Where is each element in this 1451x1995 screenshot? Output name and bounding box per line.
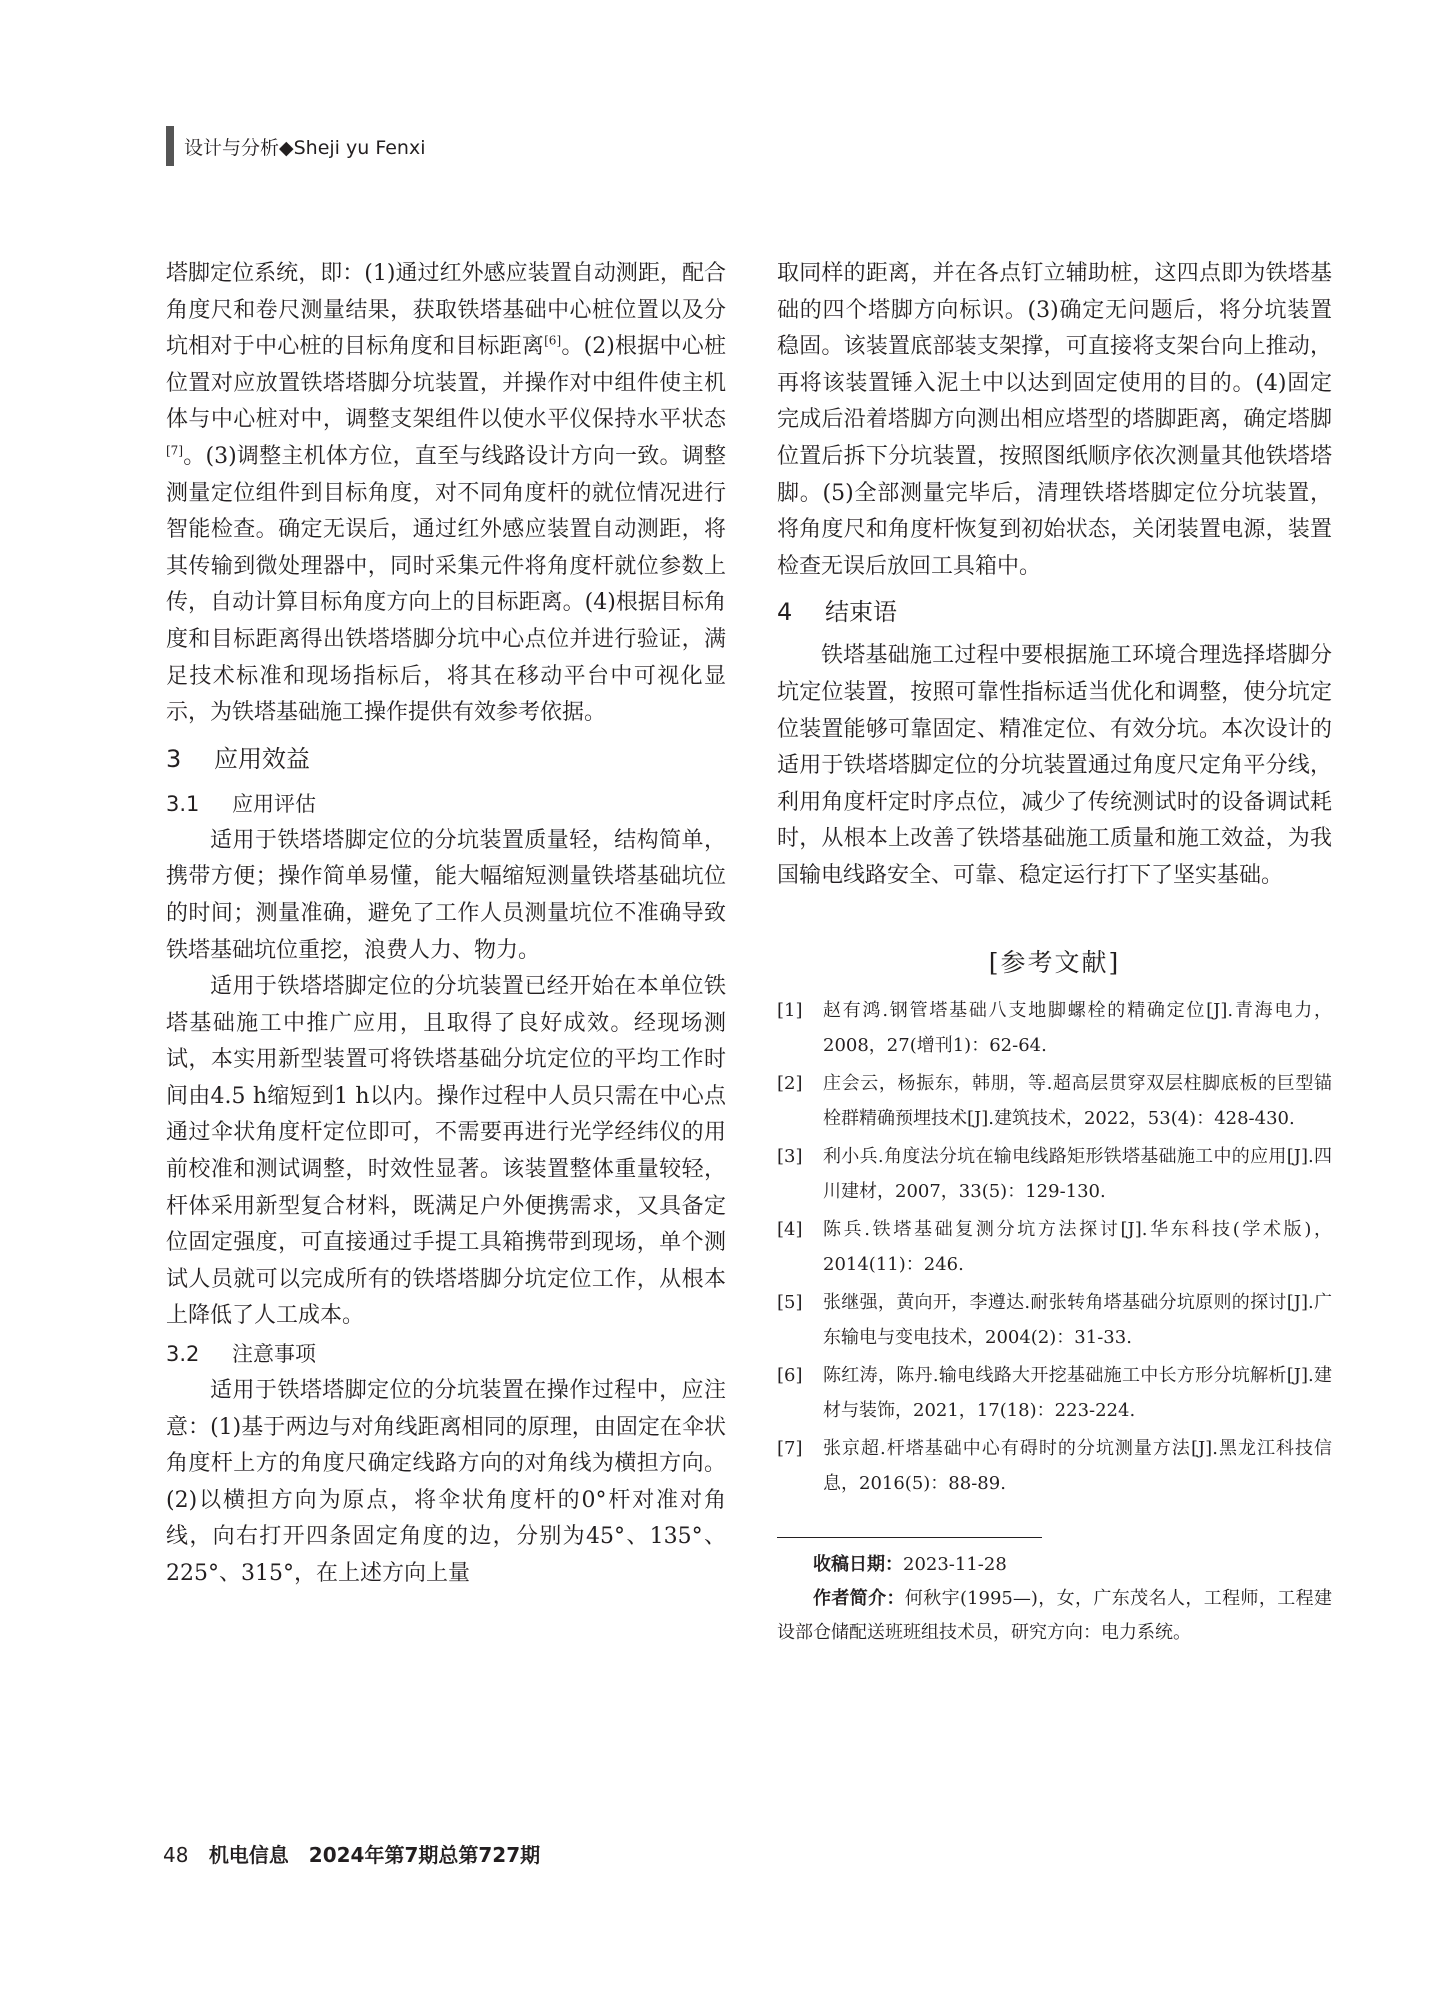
- header-bar: [166, 126, 174, 166]
- author-label: 作者简介：: [813, 1588, 905, 1610]
- section-number: 4: [777, 598, 793, 627]
- subsection-heading-3-1: [166, 785, 726, 823]
- reference-item: [777, 1066, 1332, 1136]
- paragraph: 取同样的距离，并在各点钉立辅助桩，这四点即为铁塔基础的四个塔脚方向标识。(3)确定无问题后，将分坑装置稳固。该装置底部装支架撑，可直接将支架台向上推动，再将该装置锤入泥土中以达到固定使用的目的。(4)固定完成后沿着塔脚方向测出相应塔型的塔脚距离，确定塔脚位置后拆下分坑装置，按照图纸顺序依次测量其他铁塔塔脚。(5)全部测量完毕后，清理铁塔塔脚定位分坑装置，将角度尺和角度杆恢复到初始状态，关闭装置电源，装置检查无误后放回工具箱中。: [777, 261, 1332, 579]
- reference-text: 张京超.杆塔基础中心有碍时的分坑测量方法[J].黑龙江科技信息，2016(5)：88-89.: [823, 1438, 1332, 1495]
- footnote-divider: [777, 1537, 1042, 1538]
- section-title: 应用效益: [214, 744, 310, 773]
- section-heading-4: [777, 588, 1332, 636]
- reference-text: 赵有鸿.钢管塔基础八支地脚螺栓的精确定位[J].青海电力，2008，27(增刊1)：62-64.: [823, 1000, 1332, 1057]
- section-number: 3: [166, 744, 182, 773]
- page-number: 48: [163, 1843, 189, 1867]
- journal-issue: 机电信息 2024年第7期总第727期: [208, 1843, 541, 1867]
- reference-text: 利小兵.角度法分坑在输电线路矩形铁塔基础施工中的应用[J].四川建材，2007，33(5)：129-130.: [823, 1146, 1332, 1203]
- paragraph: [166, 256, 726, 732]
- reference-item: [777, 993, 1332, 1063]
- running-header: [166, 126, 425, 166]
- reference-number: [3]: [777, 1146, 803, 1168]
- paragraph-text: 塔脚定位系统，即：(1)通过红外感应装置自动测距，配合角度尺和卷尺测量结果，获取铁塔基础中心桩位置以及分坑相对于中心桩的目标角度和目标距离: [166, 261, 726, 360]
- page-footer: [163, 1839, 540, 1868]
- received-value: 2023-11-28: [903, 1554, 1007, 1576]
- subsection-number: 3.1: [166, 791, 200, 816]
- received-label: 收稿日期：: [813, 1554, 903, 1576]
- subsection-title: 注意事项: [232, 1342, 316, 1367]
- reference-text: 陈红涛，陈丹.输电线路大开挖基础施工中长方形分坑解析[J].建材与装饰，2021，17(18)：223-224.: [823, 1365, 1332, 1422]
- received-date: [777, 1548, 1332, 1582]
- subsection-number: 3.2: [166, 1342, 200, 1367]
- reference-number: [7]: [777, 1438, 803, 1460]
- section-title: 结束语: [825, 598, 897, 627]
- reference-number: [4]: [777, 1219, 803, 1241]
- section-heading-3: [166, 735, 726, 783]
- paragraph: 适用于铁塔塔脚定位的分坑装置在操作过程中，应注意：(1)基于两边与对角线距离相同的原理，由固定在伞状角度杆上方的角度尺确定线路方向的对角线为横担方向。(2)以横担方向为原点，将伞状角度杆的0°杆对准对角线，向右打开四条固定角度的边，分别为45°、135°、225°、315°，在上述方向上量: [166, 1378, 726, 1586]
- references-title: [参考文献]: [988, 947, 1121, 977]
- subsection-heading-3-2: [166, 1335, 726, 1373]
- author-value: 何秋宇(1995—)，女，广东茂名人，工程师，工程建设部仓储配送班班组技术员，研究方向：电力系统。: [777, 1588, 1332, 1644]
- paragraph: 适用于铁塔塔脚定位的分坑装置已经开始在本单位铁塔基础施工中推广应用，且取得了良好成效。经现场测试，本实用新型装置可将铁塔基础分坑定位的平均工作时间由4.5 h缩短到1 h以内。操作过程中人员只需在中心点通过伞状角度杆定位即可，不需要再进行光学经纬仪的用前校准和测试调整，时效性显著。该装置整体重量较轻，杆体采用新型复合材料，既满足户外便携需求，又具备定位固定强度，可直接通过手提工具箱携带到现场，单个测试人员就可以完成所有的铁塔塔脚分坑定位工作，从根本上降低了人工成本。: [166, 974, 726, 1329]
- reference-item: [777, 1358, 1332, 1428]
- reference-number: [5]: [777, 1292, 803, 1314]
- reference-number: [6]: [777, 1365, 803, 1387]
- reference-item: [777, 1285, 1332, 1355]
- paragraph: 铁塔基础施工过程中要根据施工环境合理选择塔脚分坑定位装置，按照可靠性指标适当优化和调整，使分坑定位装置能够可靠固定、精准定位、有效分坑。本次设计的适用于铁塔塔脚定位的分坑装置通过角度尺定角平分线，利用角度杆定时序点位，减少了传统测试时的设备调试耗时，从根本上改善了铁塔基础施工质量和施工效益，为我国输电线路安全、可靠、稳定运行打下了坚实基础。: [777, 643, 1332, 888]
- reference-number: [1]: [777, 1000, 803, 1022]
- paragraph-text: 。(3)调整主机体方位，直至与线路设计方向一致。调整测量定位组件到目标角度，对不同角度杆的就位情况进行智能检查。确定无误后，通过红外感应装置自动测距，将其传输到微处理器中，同时采集元件将角度杆就位参数上传，自动计算目标角度方向上的目标距离。(4)根据目标角度和目标距离得出铁塔塔脚分坑中心点位并进行验证，满足技术标准和现场指标后，将其在移动平台中可视化显示，为铁塔基础施工操作提供有效参考依据。: [166, 443, 726, 726]
- reference-text: 陈兵.铁塔基础复测分坑方法探讨[J].华东科技(学术版)，2014(11)：246.: [823, 1219, 1332, 1276]
- citation: [7]: [166, 443, 183, 458]
- reference-text: 庄会云，杨振东，韩朋，等.超高层贯穿双层柱脚底板的巨型锚栓群精确预埋技术[J].建筑技术，2022，53(4)：428-430.: [823, 1073, 1332, 1130]
- references-list: [777, 993, 1332, 1501]
- paragraph: 适用于铁塔塔脚定位的分坑装置质量轻，结构简单，携带方便；操作简单易懂，能大幅缩短测量铁塔基础坑位的时间；测量准确，避免了工作人员测量坑位不准确导致铁塔基础坑位重挖，浪费人力、物力。: [166, 827, 726, 963]
- left-column: [166, 256, 726, 1593]
- reference-text: 张继强，黄向开，李遵达.耐张转角塔基础分坑原则的探讨[J].广东输电与变电技术，2004(2)：31-33.: [823, 1292, 1332, 1349]
- author-bio: [777, 1582, 1332, 1650]
- paragraph-text: 。(2)根据中心桩位置对应放置铁塔塔脚分坑装置，并操作对中组件使主机体与中心桩对中，调整支架组件以使水平仪保持水平状态: [166, 334, 726, 433]
- subsection-title: 应用评估: [232, 791, 316, 816]
- citation: [6]: [544, 333, 562, 348]
- reference-item: [777, 1431, 1332, 1501]
- right-column: [777, 256, 1332, 1650]
- reference-item: [777, 1212, 1332, 1282]
- reference-item: [777, 1139, 1332, 1209]
- column-label: 设计与分析◆Sheji yu Fenxi: [184, 136, 426, 159]
- reference-number: [2]: [777, 1073, 803, 1095]
